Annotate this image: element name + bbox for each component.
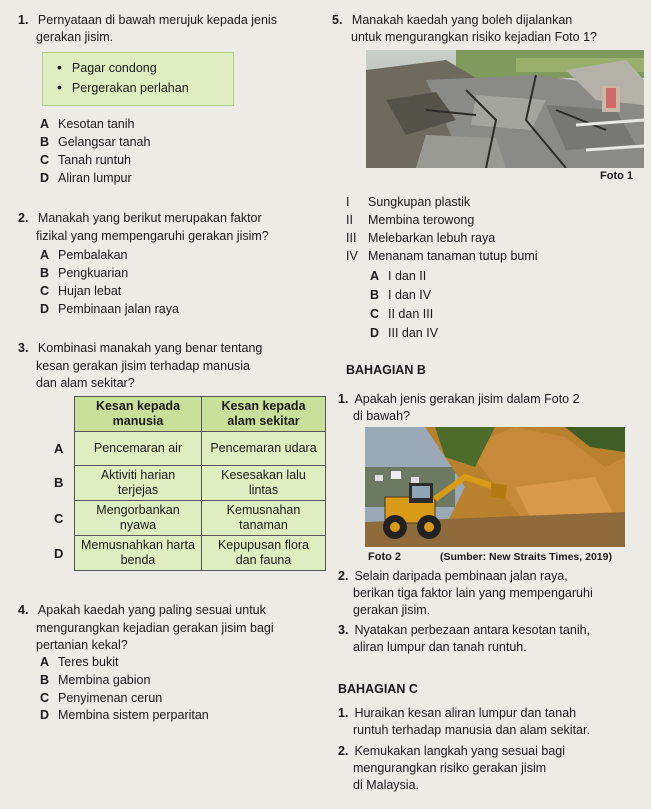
bc-q1-line2: runtuh terhadap manusia dan alam sekitar. [353, 723, 590, 737]
q1-statement-box [42, 52, 234, 106]
foto-2-caption: Foto 2 [368, 551, 401, 563]
q1-text-line2: gerakan jisim. [36, 30, 114, 44]
q3-text-line3: dan alam sekitar? [36, 376, 135, 390]
q5-statement-4: IV Menanam tanaman tutup bumi [346, 249, 538, 263]
foto-2-image [365, 427, 625, 547]
table-cell: Kepupusan flora dan fauna [202, 536, 326, 571]
table-cell: Mengorbankan nyawa [75, 501, 202, 536]
bahagian-c-title: BAHAGIAN C [338, 682, 418, 696]
q3-stem [18, 340, 262, 356]
q2-text-line2: fizikal yang mempengaruhi gerakan jisim? [36, 229, 269, 243]
q2-option-a[interactable]: A Pembalakan [40, 248, 128, 262]
bb-q3-line1: 3. Nyatakan perbezaan antara kesotan tanih, [338, 623, 591, 637]
q2-option-c[interactable]: C Hujan lebat [40, 284, 122, 298]
q4-text-line2: mengurangkan kejadian gerakan jisim bagi [36, 621, 274, 635]
q5-statement-3: III Melebarkan lebuh raya [346, 231, 496, 245]
q3-text-line2: kesan gerakan jisim terhadap manusia [36, 359, 251, 373]
table-row [75, 466, 326, 501]
table-cell: Aktiviti harian terjejas [75, 466, 202, 501]
q3-row-letter-c[interactable]: C [54, 511, 64, 526]
q1-stem [18, 12, 277, 28]
q3-table [74, 396, 326, 571]
table-row [75, 501, 326, 536]
table-cell: Memusnahkan harta benda [75, 536, 202, 571]
q5-option-a[interactable]: A I dan II [370, 269, 427, 283]
q1-option-d[interactable]: D Aliran lumpur [40, 171, 132, 185]
bc-q2-line3: di Malaysia. [353, 778, 419, 792]
q3-number: 3. [18, 341, 29, 355]
q4-stem [18, 602, 266, 618]
bb-q1-line1: 1. Apakah jenis gerakan jisim dalam Foto 2 [338, 392, 580, 406]
q2-stem [18, 210, 262, 226]
foto-2-source: (Sumber: New Straits Times, 2019) [440, 551, 612, 563]
q5-option-d[interactable]: D III dan IV [370, 326, 439, 340]
table-cell: Kemusnahan tanaman [202, 501, 326, 536]
bb-q2-line2: berikan tiga faktor lain yang mempengaruhi [353, 586, 593, 600]
q4-text-line1: Apakah kaedah yang paling sesuai untuk [37, 603, 266, 617]
q3-row-letter-a[interactable]: A [54, 441, 64, 456]
q1-option-b[interactable]: B Gelangsar tanah [40, 135, 151, 149]
bahagian-b-title: BAHAGIAN B [346, 363, 426, 377]
q4-option-c[interactable]: C Penyimenan cerun [40, 691, 163, 705]
bb-q2-line3: gerakan jisim. [353, 603, 431, 617]
q4-option-a[interactable]: A Teres bukit [40, 655, 119, 669]
q5-statement-1: I Sungkupan plastik [346, 195, 471, 209]
table-cell: Pencemaran udara [202, 432, 326, 466]
table-cell: Kesesakan lalu lintas [202, 466, 326, 501]
bc-q1-line1: 1. Huraikan kesan aliran lumpur dan tanah [338, 706, 577, 720]
q1-option-c[interactable]: C Tanah runtuh [40, 153, 131, 167]
q4-option-b[interactable]: B Membina gabion [40, 673, 151, 687]
bb-q2-line1: 2. Selain daripada pembinaan jalan raya, [338, 569, 568, 583]
foto-1-image [366, 50, 644, 168]
q5-number: 5. [332, 13, 343, 27]
table-cell: Pencemaran air [75, 432, 202, 466]
q2-option-b[interactable]: B Pengkuarian [40, 266, 129, 280]
q5-text-line2: untuk mengurangkan risiko kejadian Foto 1? [351, 30, 597, 44]
q5-stem [332, 12, 572, 28]
table-row [75, 432, 326, 466]
q5-statement-2: II Membina terowong [346, 213, 475, 227]
table-row [75, 536, 326, 571]
q2-number: 2. [18, 211, 29, 225]
q3-text-line1: Kombinasi manakah yang benar tentang [37, 341, 263, 355]
foto-1-caption: Foto 1 [600, 170, 633, 182]
q3-row-letter-b[interactable]: B [54, 475, 64, 490]
q5-option-c[interactable]: C II dan III [370, 307, 434, 321]
q3-col2-header: Kesan kepada alam sekitar [202, 397, 326, 432]
q1-bullet-2: • Pergerakan perlahan [57, 79, 189, 96]
q1-text-line1: Pernyataan di bawah merujuk kepada jenis [37, 13, 277, 27]
q3-col1-header: Kesan kepada manusia [75, 397, 202, 432]
q3-row-letter-d[interactable]: D [54, 546, 64, 561]
q2-text-line1: Manakah yang berikut merupakan faktor [37, 211, 262, 225]
bb-q1-line2: di bawah? [353, 409, 410, 423]
bc-q2-line2: mengurangkan risiko gerakan jisim [353, 761, 547, 775]
q5-option-b[interactable]: B I dan IV [370, 288, 432, 302]
q4-option-d[interactable]: D Membina sistem perparitan [40, 708, 209, 722]
bc-q2-line1: 2. Kemukakan langkah yang sesuai bagi [338, 744, 565, 758]
q1-option-a[interactable]: A Kesotan tanih [40, 117, 135, 131]
q4-text-line3: pertanian kekal? [36, 638, 128, 652]
q1-number: 1. [18, 13, 29, 27]
q2-option-d[interactable]: D Pembinaan jalan raya [40, 302, 179, 316]
q5-text-line1: Manakah kaedah yang boleh dijalankan [351, 13, 573, 27]
q4-number: 4. [18, 603, 29, 617]
q1-bullet-1: • Pagar condong [57, 59, 157, 76]
bb-q3-line2: aliran lumpur dan tanah runtuh. [353, 640, 527, 654]
